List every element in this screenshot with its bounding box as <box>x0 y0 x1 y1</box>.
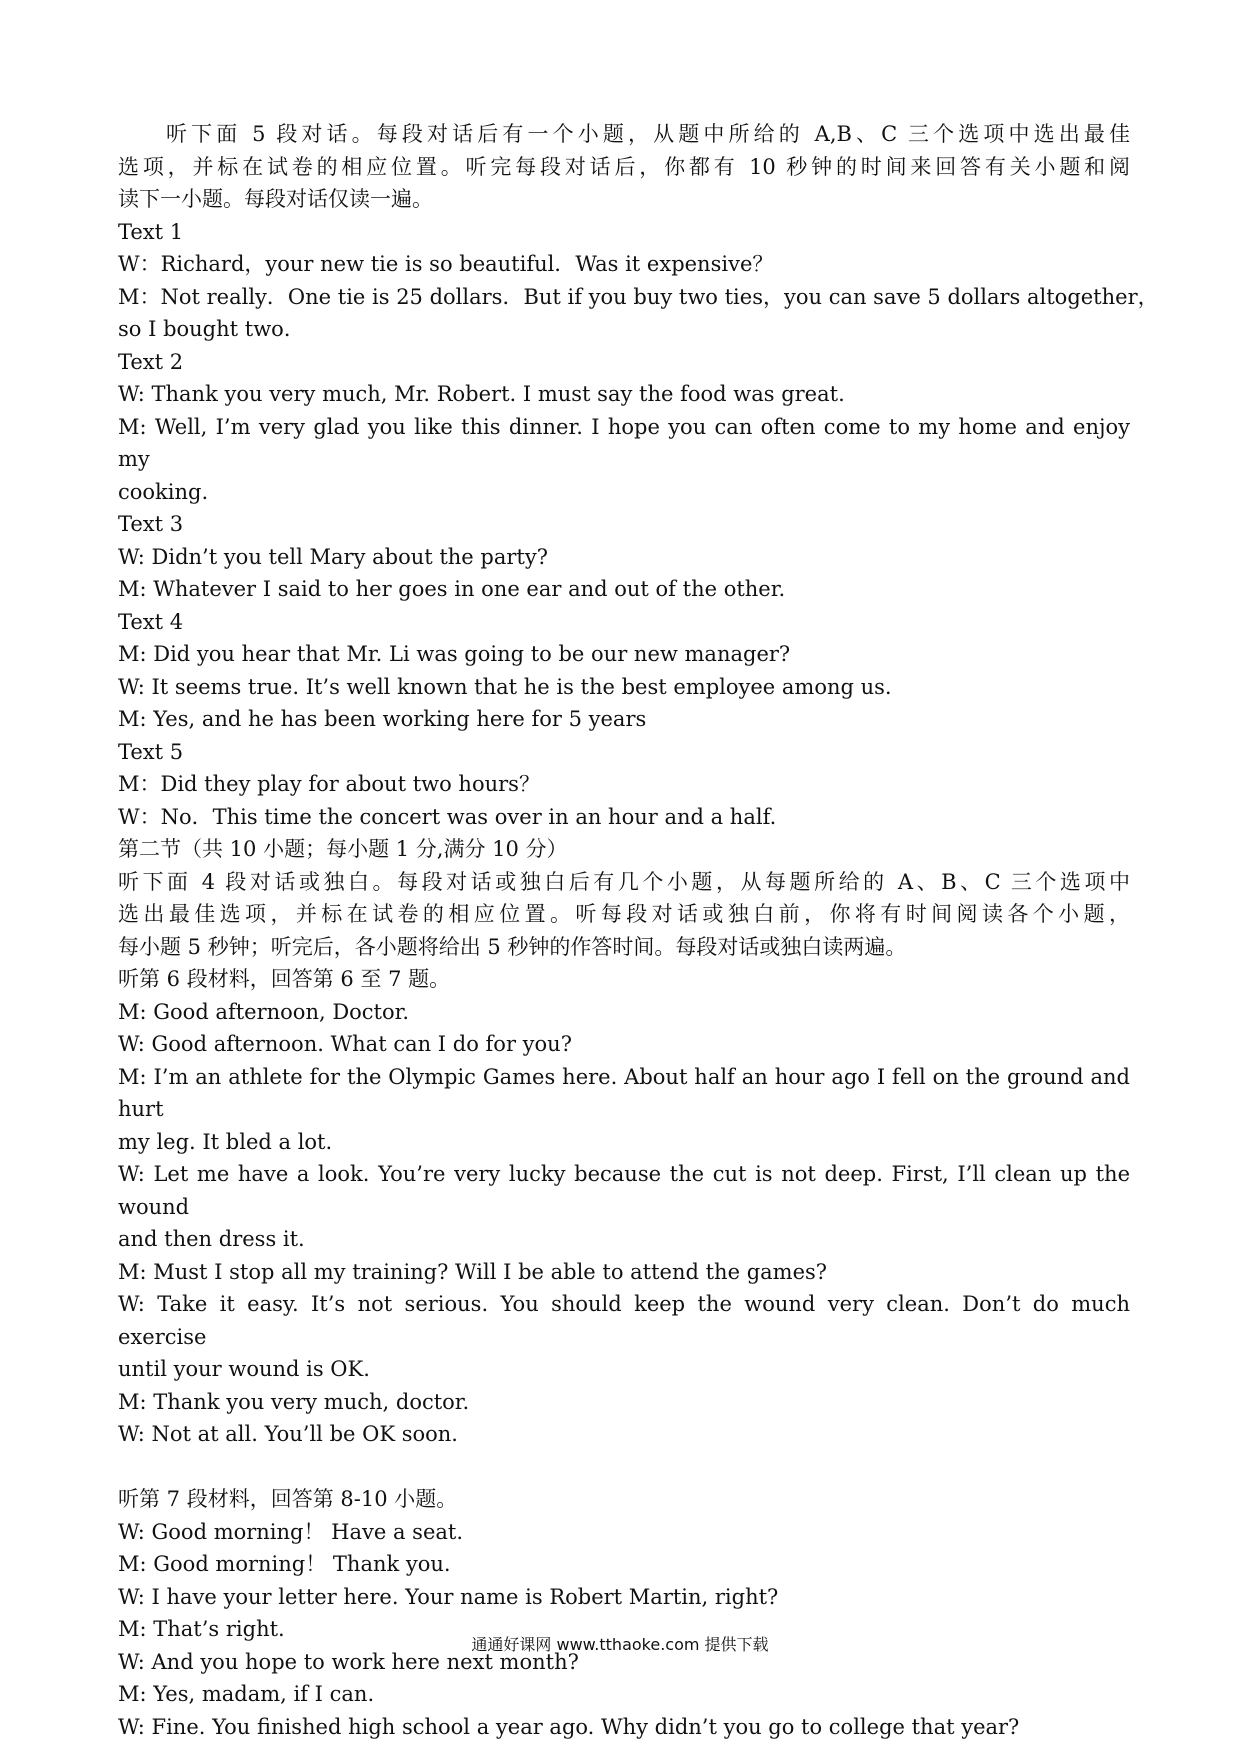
page-footer: 通通好课网 www.tthaoke.com 提供下载 <box>471 1635 769 1654</box>
dialogue-line: W: Thank you very much, Mr. Robert. I must say the food was great. <box>118 382 845 406</box>
dialogue-line: my leg. It bled a lot. <box>118 1129 333 1154</box>
dialogue-line: cooking. <box>118 479 209 504</box>
dialogue-line: and then dress it. <box>118 1227 305 1251</box>
section2-heading: 第二节（共 10 小题；每小题 1 分,满分 10 分） <box>118 837 568 861</box>
dialogue-line: M: Yes, madam, if I can. <box>118 1682 375 1706</box>
text5-heading: Text 5 <box>118 739 184 764</box>
section2-instructions-line: 听下面 4 段对话或独白。每段对话或独白后有几个小题，从每题所给的 A、B、C 三个选项中 <box>118 869 1130 894</box>
text1-heading: Text 1 <box>118 219 184 244</box>
section2-instructions-line: 选出最佳选项，并标在试卷的相应位置。听每段对话或独白前，你将有时间阅读各个小题， <box>118 902 1130 926</box>
dialogue-line: W: It seems true. It’s well known that he is the best employee among us. <box>118 674 892 699</box>
dialogue-line: M: Thank you very much, doctor. <box>118 1389 470 1414</box>
text2-heading: Text 2 <box>118 349 184 374</box>
dialogue-line: M: Good afternoon, Doctor. <box>118 999 410 1024</box>
dialogue-line: M: Yes, and he has been working here for 5 years <box>118 707 647 731</box>
dialogue-line: M: Must I stop all my training? Will I be able to attend the games? <box>118 1259 828 1284</box>
dialogue-line: M: Well, I’m very glad you like this dinner. I hope you can often come to my home and enjoy my <box>118 414 1130 471</box>
dialogue-line: W: Didn’t you tell Mary about the party? <box>118 544 548 569</box>
section1-instructions-line: 选项，并标在试卷的相应位置。听完每段对话后，你都有 10 秒钟的时间来回答有关小题和阅 <box>118 154 1130 179</box>
dialogue-line: so I bought two． <box>118 317 305 341</box>
dialogue-line: M: Whatever I said to her goes in one ear and out of the other. <box>118 577 786 601</box>
material6-heading: 听第 6 段材料，回答第 6 至 7 题。 <box>118 967 451 991</box>
section1-instructions-line: 读下一小题。每段对话仅读一遍。 <box>118 187 433 211</box>
dialogue-line: M：Did they play for about two hours？ <box>118 772 540 796</box>
blank-line <box>118 1451 1130 1484</box>
dialogue-line: M: I’m an athlete for the Olympic Games here. About half an hour ago I fell on the ground and hurt <box>118 1064 1130 1121</box>
dialogue-line: W: I have your letter here. Your name is Robert Martin, right? <box>118 1584 779 1609</box>
text3-heading: Text 3 <box>118 512 184 536</box>
dialogue-line: M: Good morning！ Thank you. <box>118 1552 451 1576</box>
dialogue-line: M: Did you hear that Mr. Li was going to be our new manager? <box>118 642 791 666</box>
dialogue-line: W: Take it easy. It’s not serious. You should keep the wound very clean. Don’t do much exercise <box>118 1292 1130 1349</box>
text4-heading: Text 4 <box>118 609 184 634</box>
dialogue-line: W: Let me have a look. You’re very lucky because the cut is not deep. First, I’ll clean up the wound <box>118 1162 1130 1219</box>
section1-instructions-line: 听下面 5 段对话。每段对话后有一个小题，从题中所给的 A,B、C 三个选项中选出最佳 <box>166 122 1130 146</box>
dialogue-line: W: Fine. You finished high school a year ago. Why didn’t you go to college that year? <box>118 1714 1020 1739</box>
dialogue-line: W: Good afternoon. What can I do for you? <box>118 1032 572 1056</box>
material7-heading: 听第 7 段材料，回答第 8-10 小题。 <box>118 1487 458 1511</box>
dialogue-line: W: And you hope to work here next month? <box>118 1649 579 1674</box>
dialogue-line: W: Good morning！ Have a seat. <box>118 1519 464 1544</box>
dialogue-line: W：Richard，your new tie is so beautiful．Was it expensive？ <box>118 252 774 276</box>
section2-instructions-line: 每小题 5 秒钟；听完后，各小题将给出 5 秒钟的作答时间。每段对话或独白读两遍。 <box>118 934 907 959</box>
exam-page <box>118 118 1159 1743</box>
dialogue-line: M：Not really．One tie is 25 dollars．But if you buy two ties，you can save 5 dollars altogether， <box>118 284 1159 309</box>
dialogue-line: W: Not at all. You’ll be OK soon. <box>118 1422 458 1446</box>
dialogue-line: M: That’s right. <box>118 1617 285 1641</box>
dialogue-line: until your wound is OK. <box>118 1357 370 1381</box>
dialogue-line: W：No．This time the concert was over in an hour and a half. <box>118 804 777 829</box>
